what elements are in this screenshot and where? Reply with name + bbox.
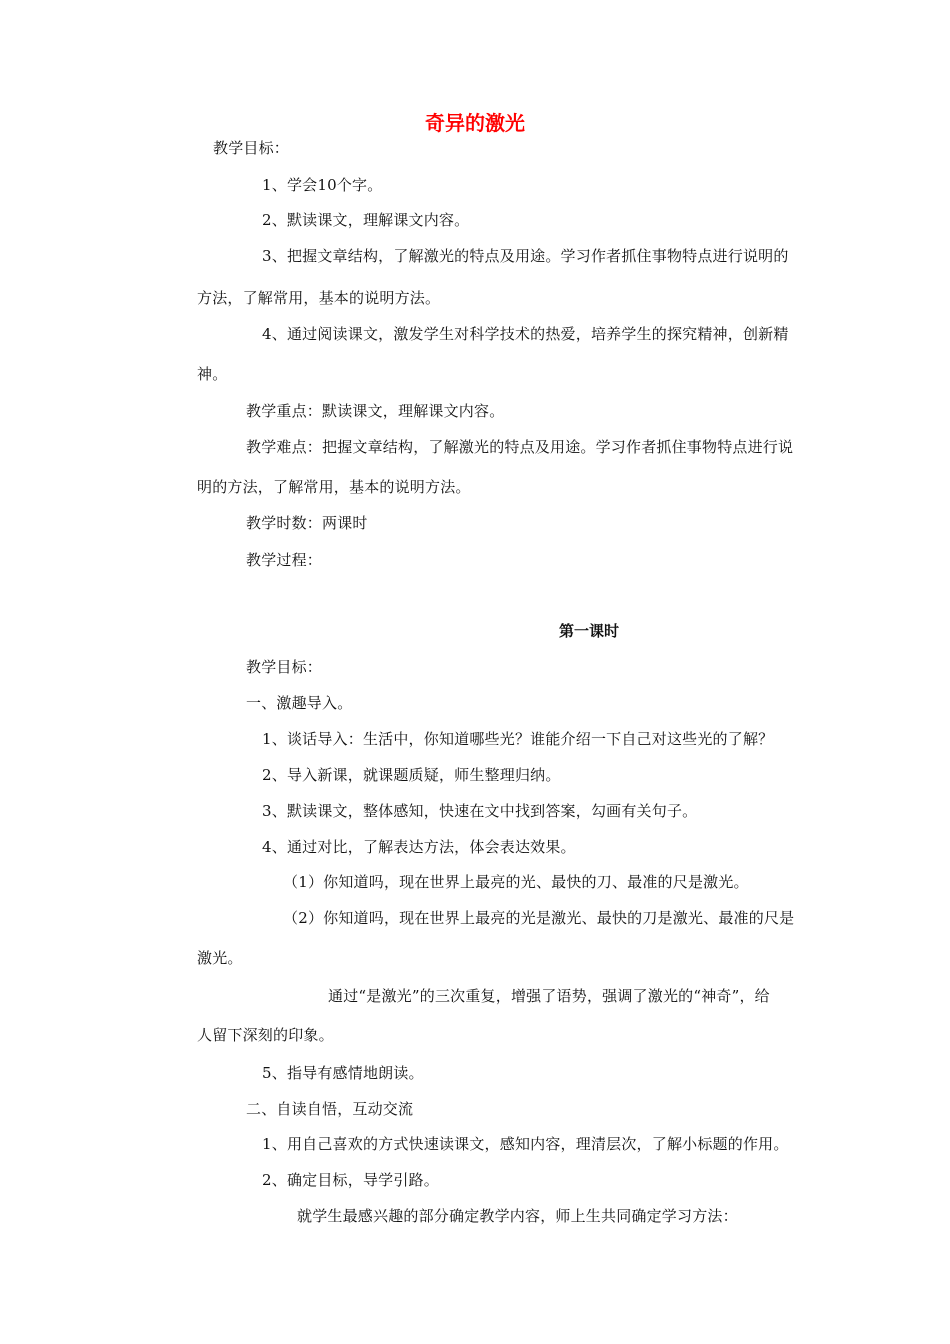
- objective-3: 3、把握文章结构，了解激光的特点及用途。学习作者抓住事物特点进行说明的: [262, 247, 789, 265]
- class-hours: 教学时数：两课时: [246, 514, 368, 532]
- analysis-note-cont: 人留下深刻的印象。: [197, 1026, 334, 1044]
- section-2-note: 就学生最感兴趣的部分确定教学内容，师上生共同确定学习方法：: [297, 1207, 738, 1225]
- process-heading: 教学过程：: [246, 551, 323, 569]
- lesson-objectives-heading: 教学目标：: [246, 658, 323, 676]
- step-4: 4、通过对比，了解表达方法，体会表达效果。: [262, 838, 576, 856]
- section-1-heading: 一、激趣导入。: [246, 694, 353, 712]
- example-1: （1）你知道吗，现在世界上最亮的光、最快的刀、最准的尺是激光。: [283, 873, 749, 891]
- step-2: 2、导入新课，就课题质疑，师生整理归纳。: [262, 766, 561, 784]
- example-2-cont: 激光。: [197, 949, 243, 967]
- objectives-heading: 教学目标：: [213, 139, 290, 157]
- key-point: 教学重点：默读课文，理解课文内容。: [246, 402, 505, 420]
- objective-4-cont: 神。: [197, 365, 228, 383]
- section-2-heading: 二、自读自悟，互动交流: [246, 1100, 414, 1118]
- step-3: 3、默读课文，整体感知，快速在文中找到答案，勾画有关句子。: [262, 802, 698, 820]
- objective-3-cont: 方法，了解常用，基本的说明方法。: [197, 289, 441, 307]
- objective-4: 4、通过阅读课文，激发学生对科学技术的热爱，培养学生的探究精神，创新精: [262, 325, 789, 343]
- step-1: 1、谈话导入：生活中，你知道哪些光？谁能介绍一下自己对这些光的了解？: [262, 730, 774, 748]
- example-2: （2）你知道吗，现在世界上最亮的光是激光、最快的刀是激光、最准的尺是: [283, 909, 795, 927]
- difficult-point: 教学难点：把握文章结构，了解激光的特点及用途。学习作者抓住事物特点进行说: [246, 438, 794, 456]
- section-2-step-1: 1、用自己喜欢的方式快速读课文，感知内容，理清层次，了解小标题的作用。: [262, 1135, 789, 1153]
- document-title: 奇异的激光: [425, 111, 525, 135]
- objective-2: 2、默读课文，理解课文内容。: [262, 211, 470, 229]
- difficult-point-cont: 明的方法，了解常用，基本的说明方法。: [197, 478, 471, 496]
- objective-1: 1、学会10个字。: [262, 176, 383, 194]
- lesson-one-heading: 第一课时: [558, 622, 619, 640]
- step-5: 5、指导有感情地朗读。: [262, 1064, 424, 1082]
- section-2-step-2: 2、确定目标，导学引路。: [262, 1171, 439, 1189]
- analysis-note: 通过“是激光”的三次重复，增强了语势，强调了激光的“神奇”，给: [328, 987, 770, 1005]
